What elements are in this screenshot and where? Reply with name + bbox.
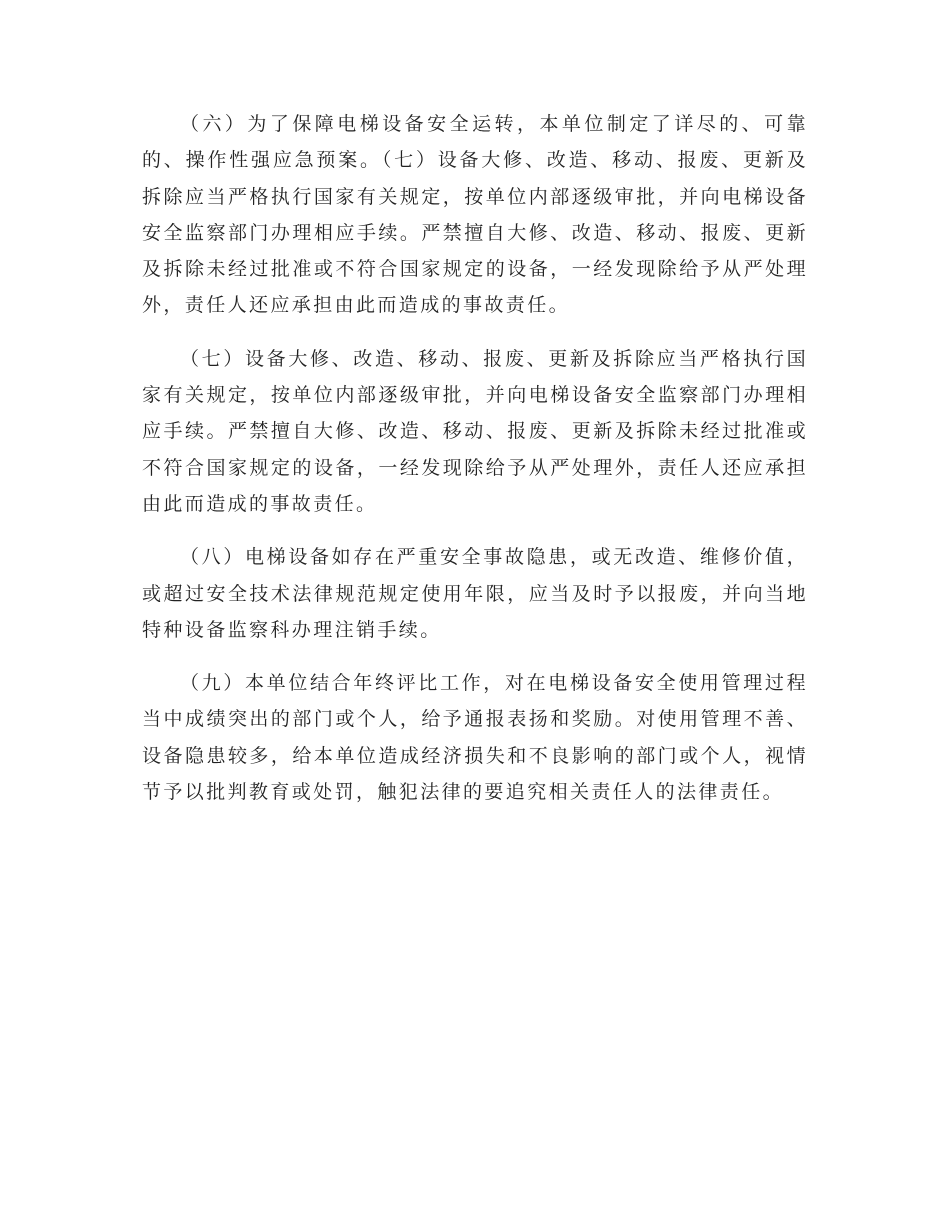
- document-body: [142, 106, 808, 827]
- paragraph-6: （六）为了保障电梯设备安全运转，本单位制定了详尽的、可靠的、操作性强应急预案。（七）设备大修、改造、移动、报废、更新及拆除应当严格执行国家有关规定，按单位内部逐级审批，并向电梯设备安全监察部门办理相应手续。严禁擅自大修、改造、移动、报废、更新及拆除未经过批准或不符合国家规定的设备，一经发现除给予从严处理外，责任人还应承担由此而造成的事故责任。: [142, 113, 808, 317]
- paragraph-8: （八）电梯设备如存在严重安全事故隐患，或无改造、维修价值，或超过安全技术法律规范规定使用年限，应当及时予以报废，并向当地特种设备监察科办理注销手续。: [142, 546, 808, 641]
- paragraph-7: （七）设备大修、改造、移动、报废、更新及拆除应当严格执行国家有关规定，按单位内部逐级审批，并向电梯设备安全监察部门办理相应手续。严禁擅自大修、改造、移动、报废、更新及拆除未经过批准或不符合国家规定的设备，一经发现除给予从严处理外，责任人还应承担由此而造成的事故责任。: [142, 347, 808, 515]
- paragraph-9: （九）本单位结合年终评比工作，对在电梯设备安全使用管理过程当中成绩突出的部门或个人，给予通报表扬和奖励。对使用管理不善、设备隐患较多，给本单位造成经济损失和不良影响的部门或个人，视情节予以批判教育或处罚，触犯法律的要追究相关责任人的法律责任。: [142, 672, 808, 804]
